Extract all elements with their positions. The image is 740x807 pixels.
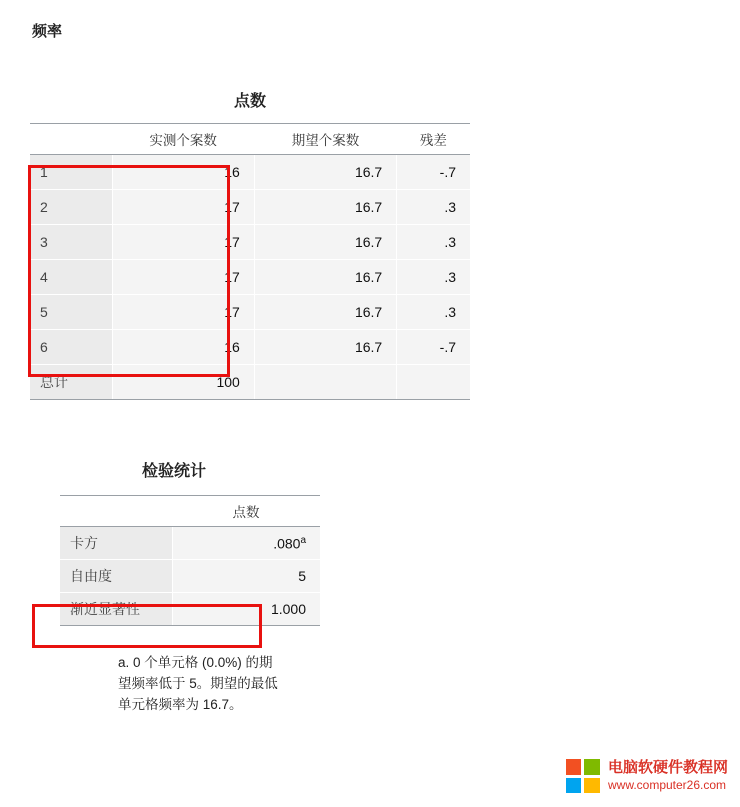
cell-expected: 16.7 bbox=[254, 225, 396, 260]
cell-residual: .3 bbox=[397, 260, 470, 295]
column-header-residual: 残差 bbox=[397, 124, 470, 155]
chisquare-footnote-marker: a bbox=[300, 534, 306, 546]
chisquare-value: .080 bbox=[273, 535, 301, 552]
row-label: 2 bbox=[30, 190, 112, 225]
table-row bbox=[30, 225, 470, 260]
test-statistics-caption: 检验统计 bbox=[141, 463, 206, 480]
windows-logo-icon bbox=[566, 759, 600, 793]
test-statistics-block bbox=[30, 458, 306, 626]
table-row bbox=[30, 260, 470, 295]
table-header-row bbox=[60, 496, 320, 527]
frequencies-block bbox=[30, 88, 470, 400]
cell-residual: -.7 bbox=[397, 155, 470, 190]
cell-residual: .3 bbox=[397, 225, 470, 260]
table-row bbox=[60, 527, 320, 560]
table-corner-cell bbox=[30, 124, 112, 155]
table-header-row bbox=[30, 124, 470, 155]
cell-observed: 17 bbox=[112, 190, 254, 225]
cell-observed: 17 bbox=[112, 260, 254, 295]
cell-expected: 16.7 bbox=[254, 330, 396, 365]
cell-residual: -.7 bbox=[397, 330, 470, 365]
table-row bbox=[60, 560, 320, 593]
table-row bbox=[30, 295, 470, 330]
total-residual bbox=[397, 365, 470, 400]
column-header-points: 点数 bbox=[172, 496, 320, 527]
cell-observed: 17 bbox=[112, 295, 254, 330]
table-row bbox=[30, 190, 470, 225]
cell-observed: 17 bbox=[112, 225, 254, 260]
cell-residual: .3 bbox=[397, 190, 470, 225]
frequencies-caption: 点数 bbox=[233, 93, 266, 110]
cell-expected: 16.7 bbox=[254, 295, 396, 330]
total-label: 总计 bbox=[30, 365, 112, 400]
column-header-observed: 实测个案数 bbox=[112, 124, 254, 155]
table-corner-cell bbox=[60, 496, 172, 527]
table-row bbox=[30, 330, 470, 365]
test-statistics-table bbox=[60, 495, 320, 626]
table-row bbox=[60, 593, 320, 626]
table-total-row bbox=[30, 365, 470, 400]
row-label-df: 自由度 bbox=[60, 560, 172, 593]
cell-asymp-sig: 1.000 bbox=[172, 593, 320, 626]
cell-observed: 16 bbox=[112, 155, 254, 190]
table-footnote: a. 0 个单元格 (0.0%) 的期望频率低于 5。期望的最低单元格频率为 16.7。 bbox=[118, 655, 278, 712]
cell-observed: 16 bbox=[112, 330, 254, 365]
watermark-text bbox=[608, 759, 728, 793]
row-label: 5 bbox=[30, 295, 112, 330]
total-observed: 100 bbox=[112, 365, 254, 400]
page-title: 频率 bbox=[32, 23, 63, 40]
frequencies-table bbox=[30, 123, 470, 400]
column-header-expected: 期望个案数 bbox=[254, 124, 396, 155]
cell-expected: 16.7 bbox=[254, 155, 396, 190]
cell-expected: 16.7 bbox=[254, 260, 396, 295]
watermark-title: 电脑软硬件教程网 bbox=[607, 759, 728, 777]
row-label: 4 bbox=[30, 260, 112, 295]
cell-expected: 16.7 bbox=[254, 190, 396, 225]
watermark bbox=[566, 759, 728, 793]
total-expected bbox=[254, 365, 396, 400]
row-label: 6 bbox=[30, 330, 112, 365]
cell-df: 5 bbox=[172, 560, 320, 593]
cell-residual: .3 bbox=[397, 295, 470, 330]
row-label-chisquare: 卡方 bbox=[60, 527, 172, 560]
row-label: 1 bbox=[30, 155, 112, 190]
table-row bbox=[30, 155, 470, 190]
watermark-url: www.computer26.com bbox=[607, 777, 727, 792]
row-label: 3 bbox=[30, 225, 112, 260]
cell-chisquare bbox=[172, 527, 320, 560]
row-label-asymp-sig: 渐近显著性 bbox=[60, 593, 172, 626]
